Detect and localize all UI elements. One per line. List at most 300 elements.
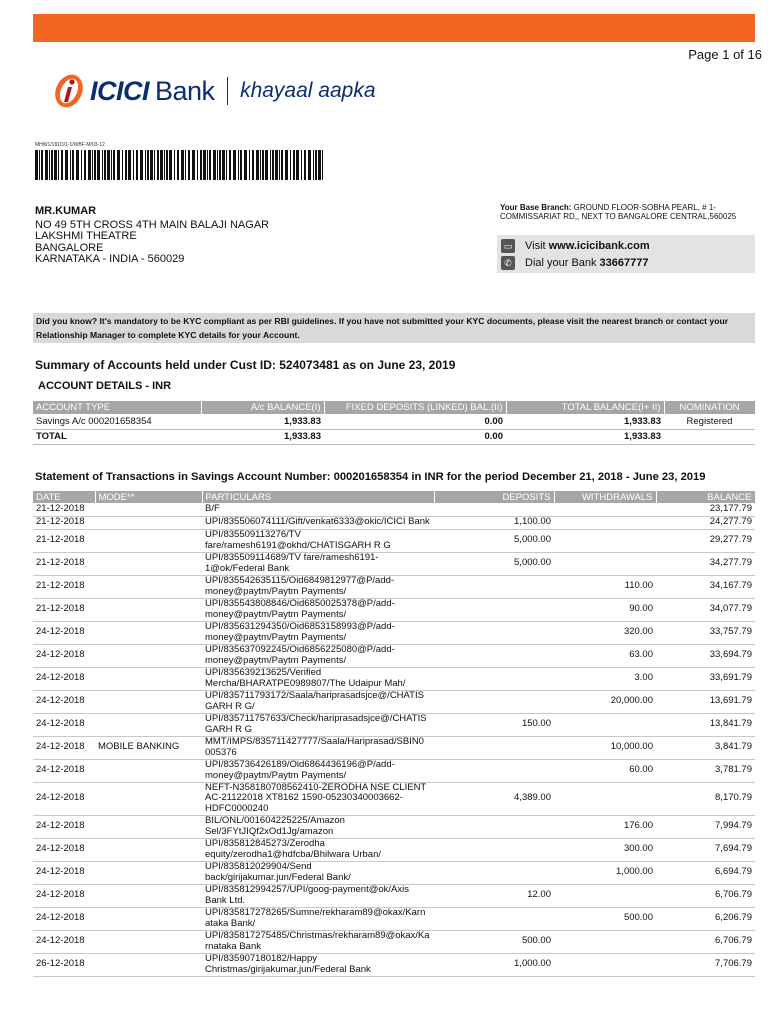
barcode-bar: [281, 150, 283, 180]
txn-particulars: [202, 598, 434, 621]
table-row: [33, 598, 755, 621]
barcode-bar: [35, 150, 38, 180]
barcode-bar: [76, 150, 79, 180]
particulars-line: Mercha/BHARATPE0989807/The Udaipur Mah/: [205, 677, 406, 689]
column-header: A/c BALANCE(I): [201, 401, 324, 414]
total-balance: 1,933.83: [506, 429, 664, 444]
barcode-bar: [111, 150, 112, 180]
account-details-heading: ACCOUNT DETAILS - INR: [38, 380, 172, 392]
bank-tagline: khayaal aapka: [240, 79, 376, 102]
barcode-bar: [308, 150, 311, 180]
txn-deposit: [434, 759, 554, 782]
particulars-line: UPI/835637092245/Oid6856225080@P/add-: [205, 644, 395, 655]
column-header: DATE: [33, 491, 95, 503]
header-color-bar: [33, 14, 755, 42]
barcode-bar: [147, 150, 149, 180]
txn-date: 26-12-2018: [33, 953, 95, 976]
txn-balance: 7,694.79: [656, 838, 755, 861]
txn-withdrawal: [554, 953, 656, 976]
barcode-bar: [81, 150, 82, 180]
particulars-line: AC-21122018 XT8162 1590-05230340003662-: [205, 792, 403, 804]
txn-balance: 6,694.79: [656, 861, 755, 884]
particulars-line: back/girijakumar.jun/Federal Bank/: [205, 871, 351, 883]
barcode-bar: [136, 150, 138, 180]
barcode-bar: [51, 150, 53, 180]
txn-date: 21-12-2018: [33, 598, 95, 621]
column-header: TOTAL BALANCE(I+ II): [506, 401, 664, 414]
nomination: Registered: [664, 414, 755, 429]
particulars-line: UPI/835736426189/Oid6864436196@P/add-: [205, 759, 395, 770]
txn-balance: 8,170.79: [656, 782, 755, 815]
txn-deposit: [434, 815, 554, 838]
particulars-line: UPI/835812994257/UPI/goog-payment@ok/Axis: [205, 884, 409, 895]
particulars-line: UPI/835509113276/TV: [205, 529, 301, 540]
txn-deposit: 5,000.00: [434, 552, 554, 575]
txn-withdrawal: [554, 884, 656, 907]
txn-balance: 13,691.79: [656, 690, 755, 713]
particulars-line: GARH R G/: [205, 700, 255, 712]
particulars-line: Sel/3FYtJIQf2xOd1Jg/amazon: [205, 825, 334, 837]
nomination: [664, 429, 755, 444]
txn-withdrawal: 20,000.00: [554, 690, 656, 713]
txn-particulars: [202, 503, 434, 516]
barcode-bar: [166, 150, 168, 180]
txn-particulars: [202, 759, 434, 782]
table-row: [33, 953, 755, 976]
barcode-bar: [169, 150, 172, 180]
particulars-line: UPI/835639213625/Verified: [205, 667, 322, 678]
table-row: [33, 884, 755, 907]
address-line: LAKSHMI THEATRE: [35, 230, 137, 242]
table-row: [33, 838, 755, 861]
barcode-bar: [58, 150, 59, 180]
base-branch-address: GROUND FLOOR-SOBHA PEARL, # 1-COMMISSARIAT RD,, NEXT TO BANGALORE CENTRAL,560025: [500, 203, 737, 221]
particulars-line: UPI/835542635115/Oid6849812977@P/add-: [205, 575, 395, 586]
txn-mode: [95, 621, 202, 644]
txn-particulars: [202, 861, 434, 884]
txn-withdrawal: 60.00: [554, 759, 656, 782]
barcode-bar: [192, 150, 195, 180]
barcode-bar: [104, 150, 106, 180]
summary-title: Summary of Accounts held under Cust ID: 524073481 as on June 23, 2019: [35, 358, 456, 372]
table-row: [33, 516, 755, 529]
barcode-bar: [128, 150, 131, 180]
barcode-bar: [301, 150, 302, 180]
txn-balance: 33,757.79: [656, 621, 755, 644]
barcode-bar: [322, 150, 323, 180]
particulars-line: UPI/835812029904/Send: [205, 861, 312, 872]
txn-mode: [95, 930, 202, 953]
barcode-bar: [226, 150, 227, 180]
particulars-line: UPI/835907180182/Happy: [205, 953, 317, 964]
barcode-bar: [117, 150, 120, 180]
txn-date: 24-12-2018: [33, 667, 95, 690]
monitor-icon: ▭: [501, 239, 515, 253]
particulars-line: 1@ok/Federal Bank: [205, 562, 290, 574]
txn-date: 24-12-2018: [33, 884, 95, 907]
base-branch-label: Your Base Branch:: [500, 203, 572, 212]
txn-date: 24-12-2018: [33, 907, 95, 930]
barcode-bar: [122, 150, 123, 180]
txn-mode: MOBILE BANKING: [95, 736, 202, 759]
txn-particulars: [202, 736, 434, 759]
particulars-line: GARH R G: [205, 723, 252, 735]
txn-withdrawal: 320.00: [554, 621, 656, 644]
txn-balance: 34,077.79: [656, 598, 755, 621]
address-line: BANGALORE: [35, 241, 104, 254]
txn-particulars: [202, 713, 434, 736]
barcode-bar: [296, 150, 299, 180]
barcode-bar: [304, 150, 306, 180]
txn-balance: 24,277.79: [656, 516, 755, 529]
particulars-line: UPI/835711757633/Check/hariprasadsjce@/CHATIS: [205, 713, 427, 724]
particulars-line: BIL/ONL/001604225225/Amazon: [205, 815, 345, 826]
particulars-line: ataka Bank/: [205, 917, 256, 929]
barcode-bar: [222, 150, 225, 180]
txn-particulars: [202, 516, 434, 529]
barcode-bar: [185, 150, 186, 180]
txn-particulars: [202, 575, 434, 598]
barcode-bar: [285, 150, 288, 180]
particulars-line: HDFC0000240: [205, 802, 269, 814]
txn-deposit: [434, 503, 554, 516]
txn-mode: [95, 759, 202, 782]
txn-date: 24-12-2018: [33, 690, 95, 713]
barcode-bar: [45, 150, 48, 180]
txn-deposit: 5,000.00: [434, 529, 554, 552]
txn-balance: 34,167.79: [656, 575, 755, 598]
barcode-bar: [260, 150, 261, 180]
table-row: [33, 621, 755, 644]
txn-withdrawal: 1,000.00: [554, 861, 656, 884]
transactions-header-row: [33, 491, 755, 503]
txn-withdrawal: [554, 930, 656, 953]
address-line: NO 49 5TH CROSS 4TH MAIN BALAJI NAGAR: [35, 218, 270, 231]
particulars-line: UPI/835631294350/Oid6853158993@P/add-: [205, 621, 395, 632]
table-row: [33, 529, 755, 552]
barcode-bar: [209, 150, 211, 180]
txn-date: 21-12-2018: [33, 552, 95, 575]
particulars-line: UPI/835506074111/Gift/venkat6333@okic/ICICI Bank: [205, 516, 430, 528]
txn-balance: 3,781.79: [656, 759, 755, 782]
barcode-bar: [293, 150, 295, 180]
account-balance: 1,933.83: [201, 429, 324, 444]
txn-withdrawal: 63.00: [554, 644, 656, 667]
txn-date: 21-12-2018: [33, 529, 95, 552]
txn-withdrawal: 90.00: [554, 598, 656, 621]
txn-date: 21-12-2018: [33, 516, 95, 529]
bank-website-link[interactable]: www.icicibank.com: [548, 240, 650, 252]
txn-particulars: [202, 529, 434, 552]
barcode-bar: [133, 150, 134, 180]
barcode-bar: [272, 150, 274, 180]
barcode-bar: [203, 150, 206, 180]
summary-row: [33, 414, 755, 429]
barcode-bar: [140, 150, 143, 180]
table-row: [33, 759, 755, 782]
barcode-bar: [164, 150, 165, 180]
txn-mode: [95, 782, 202, 815]
txn-withdrawal: 300.00: [554, 838, 656, 861]
txn-particulars: [202, 953, 434, 976]
barcode-bar: [217, 150, 218, 180]
txn-deposit: [434, 690, 554, 713]
barcode-bar: [318, 150, 321, 180]
txn-particulars: [202, 930, 434, 953]
txn-mode: [95, 953, 202, 976]
txn-mode: [95, 907, 202, 930]
txn-deposit: [434, 907, 554, 930]
txn-balance: 6,706.79: [656, 884, 755, 907]
particulars-line: UPI/835817275485/Christmas/rekharam89@okax/Ka: [205, 930, 430, 941]
txn-balance: 34,277.79: [656, 552, 755, 575]
particulars-line: MMT/IMPS/835711427777/Saala/Hariprasad/SBIN0: [205, 736, 424, 747]
customer-name: MR.KUMAR: [35, 205, 97, 217]
account-type: Savings A/c 000201658354: [33, 414, 201, 429]
particulars-line: B/F: [205, 503, 220, 514]
document-code: MHW1/181D/1-1/WBF-M/03-12: [35, 142, 105, 148]
txn-deposit: [434, 575, 554, 598]
particulars-line: money@paytm/Paytm Payments/: [205, 608, 347, 620]
txn-withdrawal: [554, 552, 656, 575]
barcode-bar: [49, 150, 50, 180]
txn-deposit: [434, 621, 554, 644]
particulars-line: Christmas/girijakumar.jun/Federal Bank: [205, 963, 371, 975]
txn-withdrawal: [554, 529, 656, 552]
txn-date: 24-12-2018: [33, 644, 95, 667]
txn-date: 24-12-2018: [33, 736, 95, 759]
barcode-bar: [207, 150, 208, 180]
fd-balance: 0.00: [324, 414, 506, 429]
kyc-notice: Did you know? It's mandatory to be KYC compliant as per RBI guidelines. If you have not submitted your KYC documents, please visit the nearest branch or contact your Relationship Manager to complete KYC details for your Account.: [33, 313, 755, 343]
transactions-table: [33, 491, 756, 977]
total-label: TOTAL: [33, 429, 201, 444]
bank-phone-number: 33667777: [599, 257, 649, 269]
txn-mode: [95, 552, 202, 575]
txn-deposit: 500.00: [434, 930, 554, 953]
txn-mode: [95, 575, 202, 598]
txn-withdrawal: [554, 782, 656, 815]
particulars-line: rnataka Bank: [205, 940, 261, 952]
account-balance: 1,933.83: [201, 414, 324, 429]
barcode-bar: [61, 150, 63, 180]
txn-balance: 6,706.79: [656, 930, 755, 953]
txn-particulars: [202, 782, 434, 815]
txn-withdrawal: 176.00: [554, 815, 656, 838]
barcode-bar: [41, 150, 43, 180]
barcode-bar: [213, 150, 216, 180]
txn-withdrawal: 10,000.00: [554, 736, 656, 759]
barcode-bar: [150, 150, 153, 180]
txn-deposit: 12.00: [434, 884, 554, 907]
txn-deposit: 1,000.00: [434, 953, 554, 976]
particulars-line: UPI/835817278265/Sumne/rekharam89@okax/Karn: [205, 907, 426, 918]
table-row: [33, 736, 755, 759]
column-header: ACCOUNT TYPE: [33, 401, 201, 414]
barcode-bar: [97, 150, 100, 180]
txn-mode: [95, 713, 202, 736]
txn-date: 21-12-2018: [33, 503, 95, 516]
txn-date: 24-12-2018: [33, 759, 95, 782]
logo-divider: [227, 77, 229, 105]
txn-particulars: [202, 884, 434, 907]
txn-balance: 33,691.79: [656, 667, 755, 690]
statement-title: Statement of Transactions in Savings Account Number: 000201658354 in INR for the period December 21, 2018 - June 23, 2019: [35, 471, 706, 483]
table-row: [33, 930, 755, 953]
particulars-line: fare/ramesh6191@okhd/CHATISGARH R G: [205, 539, 391, 551]
column-header: WITHDRAWALS: [554, 491, 656, 503]
txn-balance: 6,206.79: [656, 907, 755, 930]
particulars-line: NEFT-N358180708562410-ZERODHA NSE CLIENT: [205, 781, 427, 793]
table-row: [33, 644, 755, 667]
address-line: KARNATAKA - INDIA - 560029: [35, 253, 185, 265]
table-row: [33, 575, 755, 598]
visit-label: Visit: [525, 240, 546, 252]
txn-date: 24-12-2018: [33, 621, 95, 644]
txn-balance: 3,841.79: [656, 736, 755, 759]
barcode-bar: [315, 150, 317, 180]
summary-header-row: [33, 401, 755, 414]
txn-mode: [95, 598, 202, 621]
txn-particulars: [202, 667, 434, 690]
column-header: FIXED DEPOSITS (LINKED) BAL.(II): [324, 401, 506, 414]
txn-particulars: [202, 838, 434, 861]
txn-withdrawal: [554, 516, 656, 529]
txn-deposit: [434, 736, 554, 759]
txn-mode: [95, 529, 202, 552]
barcode-bar: [265, 150, 268, 180]
barcode-bar: [107, 150, 110, 180]
barcode-bar: [181, 150, 184, 180]
particulars-line: money@paytm/Paytm Payments/: [205, 631, 347, 643]
txn-deposit: 4,389.00: [434, 782, 554, 815]
fd-balance: 0.00: [324, 429, 506, 444]
txn-mode: [95, 516, 202, 529]
txn-particulars: [202, 621, 434, 644]
particulars-line: UPI/835509114689/TV fare/ramesh6191-: [205, 552, 379, 563]
barcode-bar: [72, 150, 74, 180]
barcode-bar: [92, 150, 93, 180]
txn-balance: 7,706.79: [656, 953, 755, 976]
barcode-bar: [84, 150, 86, 180]
txn-mode: [95, 690, 202, 713]
table-row: [33, 667, 755, 690]
table-row: [33, 503, 755, 516]
txn-withdrawal: 110.00: [554, 575, 656, 598]
table-row: [33, 690, 755, 713]
total-balance: 1,933.83: [506, 414, 664, 429]
txn-balance: 7,994.79: [656, 815, 755, 838]
txn-mode: [95, 667, 202, 690]
txn-particulars: [202, 552, 434, 575]
barcode-bar: [270, 150, 271, 180]
summary-total-row: [33, 429, 755, 444]
base-branch: [500, 204, 750, 222]
contact-box: [497, 235, 755, 273]
txn-particulars: [202, 907, 434, 930]
txn-deposit: [434, 598, 554, 621]
column-header: PARTICULARS: [202, 491, 434, 503]
barcode-bar: [256, 150, 259, 180]
txn-deposit: [434, 838, 554, 861]
column-header: MODE**: [95, 491, 202, 503]
particulars-line: UPI/835812845273/Zerodha: [205, 838, 325, 849]
column-header: DEPOSITS: [434, 491, 554, 503]
barcode-bar: [200, 150, 202, 180]
txn-date: 24-12-2018: [33, 930, 95, 953]
table-row: [33, 713, 755, 736]
txn-mode: [95, 503, 202, 516]
barcode-bar: [244, 150, 247, 180]
particulars-line: money@paytm/Paytm Payments/: [205, 585, 347, 597]
dial-row: [501, 255, 649, 271]
barcode-bar: [102, 150, 103, 180]
barcode: [35, 150, 323, 180]
barcode-bar: [125, 150, 127, 180]
txn-deposit: [434, 667, 554, 690]
barcode-bar: [70, 150, 71, 180]
account-summary-table: [33, 401, 756, 445]
txn-date: 24-12-2018: [33, 713, 95, 736]
barcode-bar: [160, 150, 163, 180]
txn-withdrawal: [554, 503, 656, 516]
bank-logo: [52, 66, 376, 116]
particulars-line: UPI/835711793172/Saala/hariprasadsjce@/CHATIS: [205, 690, 424, 701]
barcode-bar: [313, 150, 314, 180]
particulars-line: 005376: [205, 746, 237, 758]
txn-deposit: [434, 644, 554, 667]
barcode-bar: [252, 150, 254, 180]
column-header: BALANCE: [656, 491, 755, 503]
txn-balance: 33,694.79: [656, 644, 755, 667]
txn-mode: [95, 838, 202, 861]
column-header: NOMINATION: [664, 401, 755, 414]
txn-withdrawal: 3.00: [554, 667, 656, 690]
barcode-bar: [229, 150, 231, 180]
barcode-bar: [219, 150, 221, 180]
txn-mode: [95, 815, 202, 838]
txn-mode: [95, 861, 202, 884]
barcode-bar: [88, 150, 91, 180]
txn-withdrawal: [554, 713, 656, 736]
txn-balance: 29,277.79: [656, 529, 755, 552]
barcode-bar: [197, 150, 198, 180]
barcode-bar: [154, 150, 155, 180]
txn-particulars: [202, 690, 434, 713]
table-row: [33, 552, 755, 575]
particulars-line: money@paytm/Paytm Payments/: [205, 654, 347, 666]
dial-label: Dial your Bank: [525, 257, 597, 269]
barcode-bar: [279, 150, 280, 180]
txn-date: 21-12-2018: [33, 575, 95, 598]
barcode-bar: [145, 150, 146, 180]
txn-date: 24-12-2018: [33, 838, 95, 861]
customer-address-block: [35, 206, 269, 266]
particulars-line: money@paytm/Paytm Payments/: [205, 769, 347, 781]
txn-date: 24-12-2018: [33, 861, 95, 884]
barcode-bar: [240, 150, 242, 180]
particulars-line: UPI/835543808846/Oid6850025378@P/add-: [205, 598, 395, 609]
icici-logo-icon: [52, 71, 86, 111]
barcode-bar: [174, 150, 175, 180]
barcode-bar: [54, 150, 57, 180]
visit-row: [501, 238, 650, 254]
barcode-bar: [262, 150, 264, 180]
page-number: Page 1 of 16: [688, 47, 762, 62]
txn-balance: 23,177.79: [656, 503, 755, 516]
barcode-bar: [39, 150, 40, 180]
txn-date: 24-12-2018: [33, 782, 95, 815]
